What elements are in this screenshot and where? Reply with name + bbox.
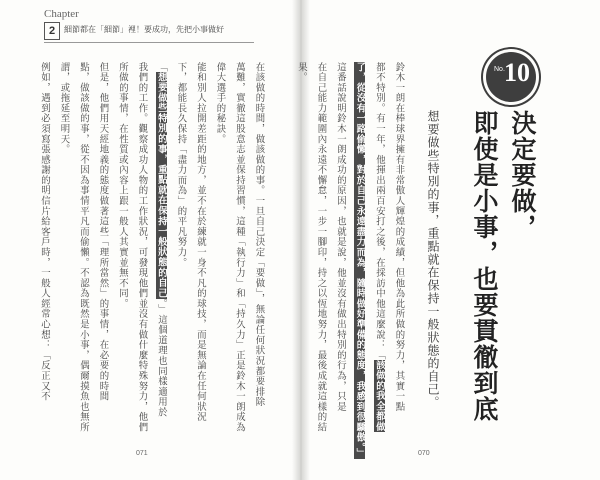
highlighted-text: 了，從沒有一路偷懶，對於自己永遠盡力而為，隨時做好準備的態度，我感到很驕傲。」 — [354, 62, 366, 459]
text-column — [394, 62, 403, 440]
text-column — [215, 62, 224, 440]
chapter-number: 2 — [44, 22, 60, 40]
badge-number: 10 — [504, 58, 530, 87]
body-text: 例如，遇到必須寫張感謝的明信片給客戶時，一般人經常心想：「反正又不 — [38, 62, 50, 402]
text-column — [137, 62, 146, 440]
body-text: 下，都能長久保持「盡力而為」的平凡努力。 — [175, 62, 187, 268]
body-text: 果。 — [295, 62, 307, 83]
text-column — [98, 62, 107, 440]
text-column — [79, 62, 88, 440]
highlighted-text: 想要做些特別的事，重點就在保持一般狀態的自己 — [155, 72, 167, 299]
section-subtitle: 想要做些特別的事，重點就在保持一般狀態的自己。 — [426, 110, 440, 409]
body-text: 萬難，實徹這股意志並保持習慣，這種「執行力」和「持久力」正是鈴木一朗成為 — [233, 62, 245, 433]
text-column — [375, 62, 384, 440]
body-text: 但是，他們用天經地義的態度做著這些「理所當然」的事情，在必要的時間 — [97, 62, 109, 402]
body-text: 在自己能力範圍內永遠不懈怠，一步一腳印，持之以恆地努力，最後成就這樣的結 — [315, 62, 327, 433]
text-column — [118, 62, 127, 440]
body-text: 偉大選手的秘訣。 — [214, 62, 226, 145]
text-column — [176, 62, 185, 440]
badge-prefix: No. — [494, 66, 505, 73]
right-page-number: 070 — [418, 450, 430, 457]
body-text: 謂，或拖延至明天。 — [58, 62, 70, 155]
headline-line-2: 即使是小事，也要貫徹到底 — [470, 110, 499, 422]
body-text: 。」這個道理也同樣適用於 — [155, 298, 167, 418]
body-text: 這番話說明鈴木一朗成功的原因，也就是說，他並沒有做出特別的行為，只是 — [334, 62, 346, 412]
text-column — [59, 62, 68, 440]
body-text: 我們的工作。觀察成功人物的工作狀況，可發現他們並沒有做什麼特殊努力，他們 — [136, 62, 148, 433]
text-column — [196, 62, 205, 440]
body-text: 鈴木一朗在棒球界擁有非常傲人輝煌的成績，但他為此所做的努力，其實一點 — [393, 62, 405, 412]
body-text: 能和別人拉開差距的地方，並不在於練就一身不凡的球技，而是無論在任何狀況 — [194, 62, 206, 423]
body-text: 所做的事情，在性質或內容上跟一般人其實並無不同。 — [116, 62, 128, 309]
text-column — [235, 62, 244, 440]
headline-line-1: 決定要做， — [508, 110, 537, 240]
chapter-divider — [44, 42, 254, 43]
body-text: 在該做的時間，做該做的事。一旦自己決定「要做」，無論任何狀況都要排除 — [253, 62, 265, 408]
text-column — [157, 62, 166, 440]
chapter-title: 細節都在「細節」裡！要成功，先把小事做好 — [64, 25, 224, 34]
text-column — [297, 62, 306, 440]
text-column — [336, 62, 345, 440]
text-column — [354, 62, 366, 459]
chapter-label: Chapter — [44, 8, 79, 20]
highlighted-text: 該做的我全都做 — [373, 360, 385, 433]
text-column — [40, 62, 49, 440]
body-text: 都不特別。有一年，他揮出兩百安打之後，在採訪中他這麼說：「 — [373, 62, 385, 361]
text-column — [254, 62, 263, 440]
body-text: 「 — [155, 62, 167, 73]
text-column — [316, 62, 325, 440]
left-page-number: 071 — [136, 450, 148, 457]
body-text: 點，做該做的事，從不因為事情平凡而偷懶。不認為既然是小事，偶爾摸魚也無所 — [77, 62, 89, 433]
